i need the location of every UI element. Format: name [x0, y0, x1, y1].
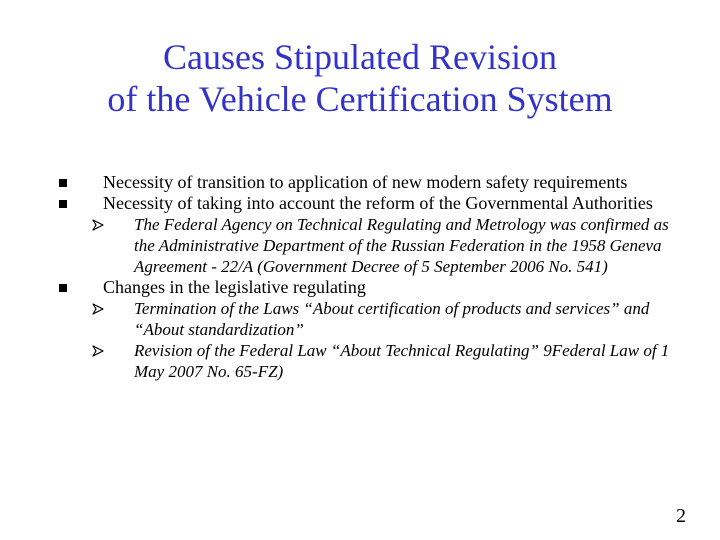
bullet-item: [0, 172, 720, 193]
arrow-bullet-icon: [92, 303, 104, 315]
arrow-bullet-icon: [92, 345, 104, 357]
sub-bullet-item: [0, 340, 720, 382]
bullet-item: [0, 277, 720, 298]
title-line-1: Causes Stipulated Revision: [163, 37, 557, 77]
sub-bullet-text: Termination of the Laws “About certification of products and services” and “About standardization”: [134, 299, 650, 339]
sub-bullet-text: The Federal Agency on Technical Regulating and Metrology was confirmed as the Administrative Department of the Russian Federation in the 1958 Geneva Agreement - 22/A (Government Decree of 5 September 2006 No. 541): [134, 215, 669, 276]
square-bullet-icon: [59, 179, 67, 187]
sub-bullet-text: Revision of the Federal Law “About Technical Regulating” 9Federal Law of 1 May 2007 No. 65-FZ): [134, 341, 670, 381]
bullet-list: [0, 172, 720, 382]
page-number: 2: [676, 505, 686, 527]
bullet-text: Changes in the legislative regulating: [103, 277, 366, 297]
sub-bullet-item: [0, 298, 720, 340]
sub-bullet-item: [0, 214, 720, 277]
square-bullet-icon: [59, 284, 67, 292]
bullet-item: [0, 193, 720, 214]
square-bullet-icon: [59, 200, 67, 208]
slide-title: [0, 36, 720, 120]
arrow-bullet-icon: [92, 219, 104, 231]
bullet-text: Necessity of taking into account the reform of the Governmental Authorities: [103, 193, 653, 213]
bullet-text: Necessity of transition to application of new modern safety requirements: [103, 172, 628, 192]
title-line-2: of the Vehicle Certification System: [107, 79, 613, 119]
